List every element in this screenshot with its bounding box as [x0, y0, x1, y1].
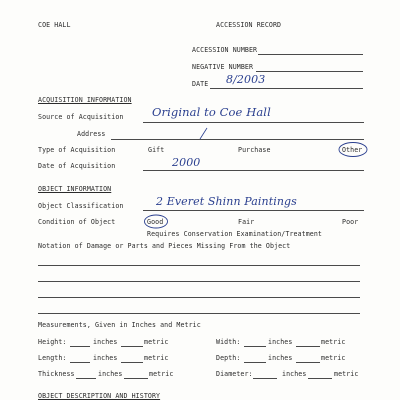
damage-notation-label: Notation of Damage or Parts and Pieces Missing From the Object	[38, 242, 291, 250]
classification-handwritten: 2 Everet Shinn Paintings	[156, 195, 297, 208]
type-option-gift[interactable]: Gift	[148, 146, 165, 154]
thickness-metric-field[interactable]	[124, 378, 148, 379]
length-metric-unit: metric	[144, 354, 169, 362]
type-option-purchase[interactable]: Purchase	[238, 146, 271, 154]
conservation-note[interactable]: Requires Conservation Examination/Treatment	[147, 230, 322, 238]
classification-label: Object Classification	[38, 202, 124, 210]
depth-inches-unit: inches	[268, 354, 293, 362]
depth-metric-unit: metric	[321, 354, 346, 362]
form-title: ACCESSION RECORD	[216, 21, 282, 29]
condition-option-poor[interactable]: Poor	[342, 218, 359, 226]
diameter-metric-unit: metric	[334, 370, 359, 378]
depth-inches-field[interactable]	[244, 362, 266, 363]
object-section-title: OBJECT INFORMATION	[38, 185, 112, 193]
height-inches-unit: inches	[93, 338, 118, 346]
acquisition-section-title: ACQUISITION INFORMATION	[38, 96, 132, 104]
width-metric-unit: metric	[321, 338, 346, 346]
length-inches-field[interactable]	[70, 362, 90, 363]
acquisition-date-field[interactable]	[143, 170, 364, 171]
ink-stroke-mark	[200, 128, 207, 139]
type-label: Type of Acquisition	[38, 146, 116, 154]
width-inches-field[interactable]	[244, 346, 266, 347]
width-inches-unit: inches	[268, 338, 293, 346]
classification-field[interactable]	[143, 210, 364, 211]
date-field[interactable]	[210, 88, 363, 89]
width-label: Width:	[216, 338, 241, 346]
date-handwritten: 8/2003	[226, 73, 266, 86]
length-metric-field[interactable]	[121, 362, 143, 363]
depth-label: Depth:	[216, 354, 241, 362]
source-handwritten: Original to Coe Hall	[152, 105, 271, 119]
acquisition-date-label: Date of Acquisition	[38, 162, 116, 170]
height-label: Height:	[38, 338, 67, 346]
length-label: Length:	[38, 354, 67, 362]
negative-number-label: NEGATIVE NUMBER	[192, 63, 254, 71]
description-section-title: OBJECT DESCRIPTION AND HISTORY	[38, 392, 161, 400]
diameter-inches-unit: inches	[282, 370, 307, 378]
width-metric-field[interactable]	[296, 346, 320, 347]
condition-option-good[interactable]: Good	[147, 218, 164, 226]
address-field[interactable]	[111, 139, 364, 140]
diameter-metric-field[interactable]	[308, 378, 332, 379]
thickness-label: Thickness	[38, 370, 75, 378]
diameter-inches-field[interactable]	[253, 378, 277, 379]
measurements-heading: Measurements, Given in Inches and Metric	[38, 321, 201, 329]
thickness-inches-field[interactable]	[76, 378, 96, 379]
height-metric-unit: metric	[144, 338, 169, 346]
diameter-label: Diameter:	[216, 370, 253, 378]
thickness-inches-unit: inches	[98, 370, 123, 378]
thickness-metric-unit: metric	[149, 370, 174, 378]
height-metric-field[interactable]	[121, 346, 143, 347]
condition-label: Condition of Object	[38, 218, 116, 226]
type-option-other[interactable]: Other	[342, 146, 363, 154]
damage-line-1[interactable]	[38, 265, 360, 266]
depth-metric-field[interactable]	[296, 362, 320, 363]
negative-number-field[interactable]	[256, 71, 363, 72]
length-inches-unit: inches	[93, 354, 118, 362]
source-field[interactable]	[143, 122, 364, 123]
damage-line-4[interactable]	[38, 313, 360, 314]
damage-line-2[interactable]	[38, 281, 360, 282]
accession-number-field[interactable]	[258, 54, 363, 55]
date-label: DATE	[192, 80, 209, 88]
condition-option-fair[interactable]: Fair	[238, 218, 255, 226]
org-name: COE HALL	[38, 21, 71, 29]
height-inches-field[interactable]	[70, 346, 90, 347]
damage-line-3[interactable]	[38, 297, 360, 298]
source-label: Source of Acquisition	[38, 113, 124, 121]
accession-number-label: ACCESSION NUMBER	[192, 46, 258, 54]
acquisition-date-handwritten: 2000	[172, 156, 201, 169]
address-label: Address	[77, 130, 106, 138]
